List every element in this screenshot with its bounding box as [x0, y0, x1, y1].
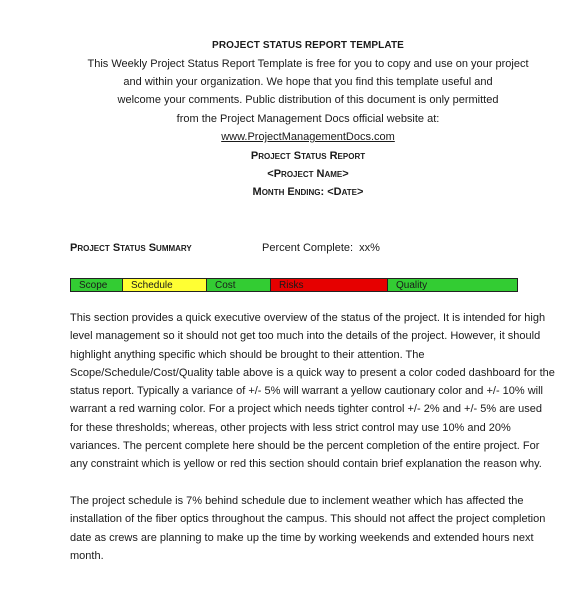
paragraph-line: installation of the fiber optics throughout the campus. This should not affect the project completion	[70, 513, 546, 526]
report-title: Project Status Report	[250, 150, 366, 162]
paragraph-line: any constraint which is yellow or red this section should contain brief explanation the reason why.	[70, 458, 542, 471]
dashboard-cell-cost: Cost	[207, 279, 271, 291]
dashboard-cell-risks: Risks	[271, 279, 388, 291]
status-summary-heading: Project Status Summary	[70, 242, 192, 254]
paragraph-line: warrant a red warning color. For a project which needs tighter control +/- 2% and +/- 5% are used	[70, 403, 543, 416]
dashboard-cell-quality: Quality	[388, 279, 517, 291]
paragraph-line: level management so it should not get too much into the details of the project. However, it should	[70, 330, 541, 343]
dashboard-cell-schedule: Schedule	[123, 279, 207, 291]
percent-complete-label: Percent Complete:	[262, 242, 354, 254]
paragraph-line: status report. Typically a variance of +/- 5% will warrant a yellow cautionary color and +/- 10% will	[70, 385, 544, 398]
intro-line-2: and within your organization. We hope that you find this template useful and	[123, 76, 493, 88]
intro-line-4: from the Project Management Docs official website at:	[176, 113, 440, 125]
website-link[interactable]: www.ProjectManagementDocs.com	[221, 131, 395, 143]
percent-complete-value: xx%	[359, 242, 380, 254]
paragraph-line: highlight anything specific which should be brought to their attention. The	[70, 348, 425, 361]
intro-line-1: This Weekly Project Status Report Template is free for you to copy and use on your project	[87, 58, 529, 70]
paragraph-line: month.	[70, 549, 104, 562]
overview-paragraph	[70, 309, 555, 474]
template-title: PROJECT STATUS REPORT TEMPLATE	[212, 40, 404, 51]
schedule-paragraph	[70, 492, 545, 565]
status-dashboard	[70, 278, 518, 292]
paragraph-line: for these thresholds; whereas, other projects with less strict control may use 10% and 20%	[70, 421, 511, 434]
dashboard-cell-scope: Scope	[71, 279, 123, 291]
month-ending: Month Ending: <Date>	[252, 186, 364, 198]
intro-line-3: welcome your comments. Public distribution of this document is only permitted	[117, 94, 499, 106]
paragraph-line: The project schedule is 7% behind schedule due to inclement weather which has affected the	[70, 495, 524, 507]
paragraph-line: This section provides a quick executive overview of the status of the project. It is intended for high	[70, 312, 546, 324]
paragraph-line: variances. The percent complete here should be the percent completion of the entire project. For	[70, 440, 540, 453]
project-name: <Project Name>	[267, 168, 349, 180]
percent-complete	[262, 242, 380, 254]
paragraph-line: date as crews are planning to make up the time by working weekends and extended hours next	[70, 531, 534, 544]
paragraph-line: Scope/Schedule/Cost/Quality table above is a quick way to present a color coded dashboard for the	[70, 366, 555, 379]
